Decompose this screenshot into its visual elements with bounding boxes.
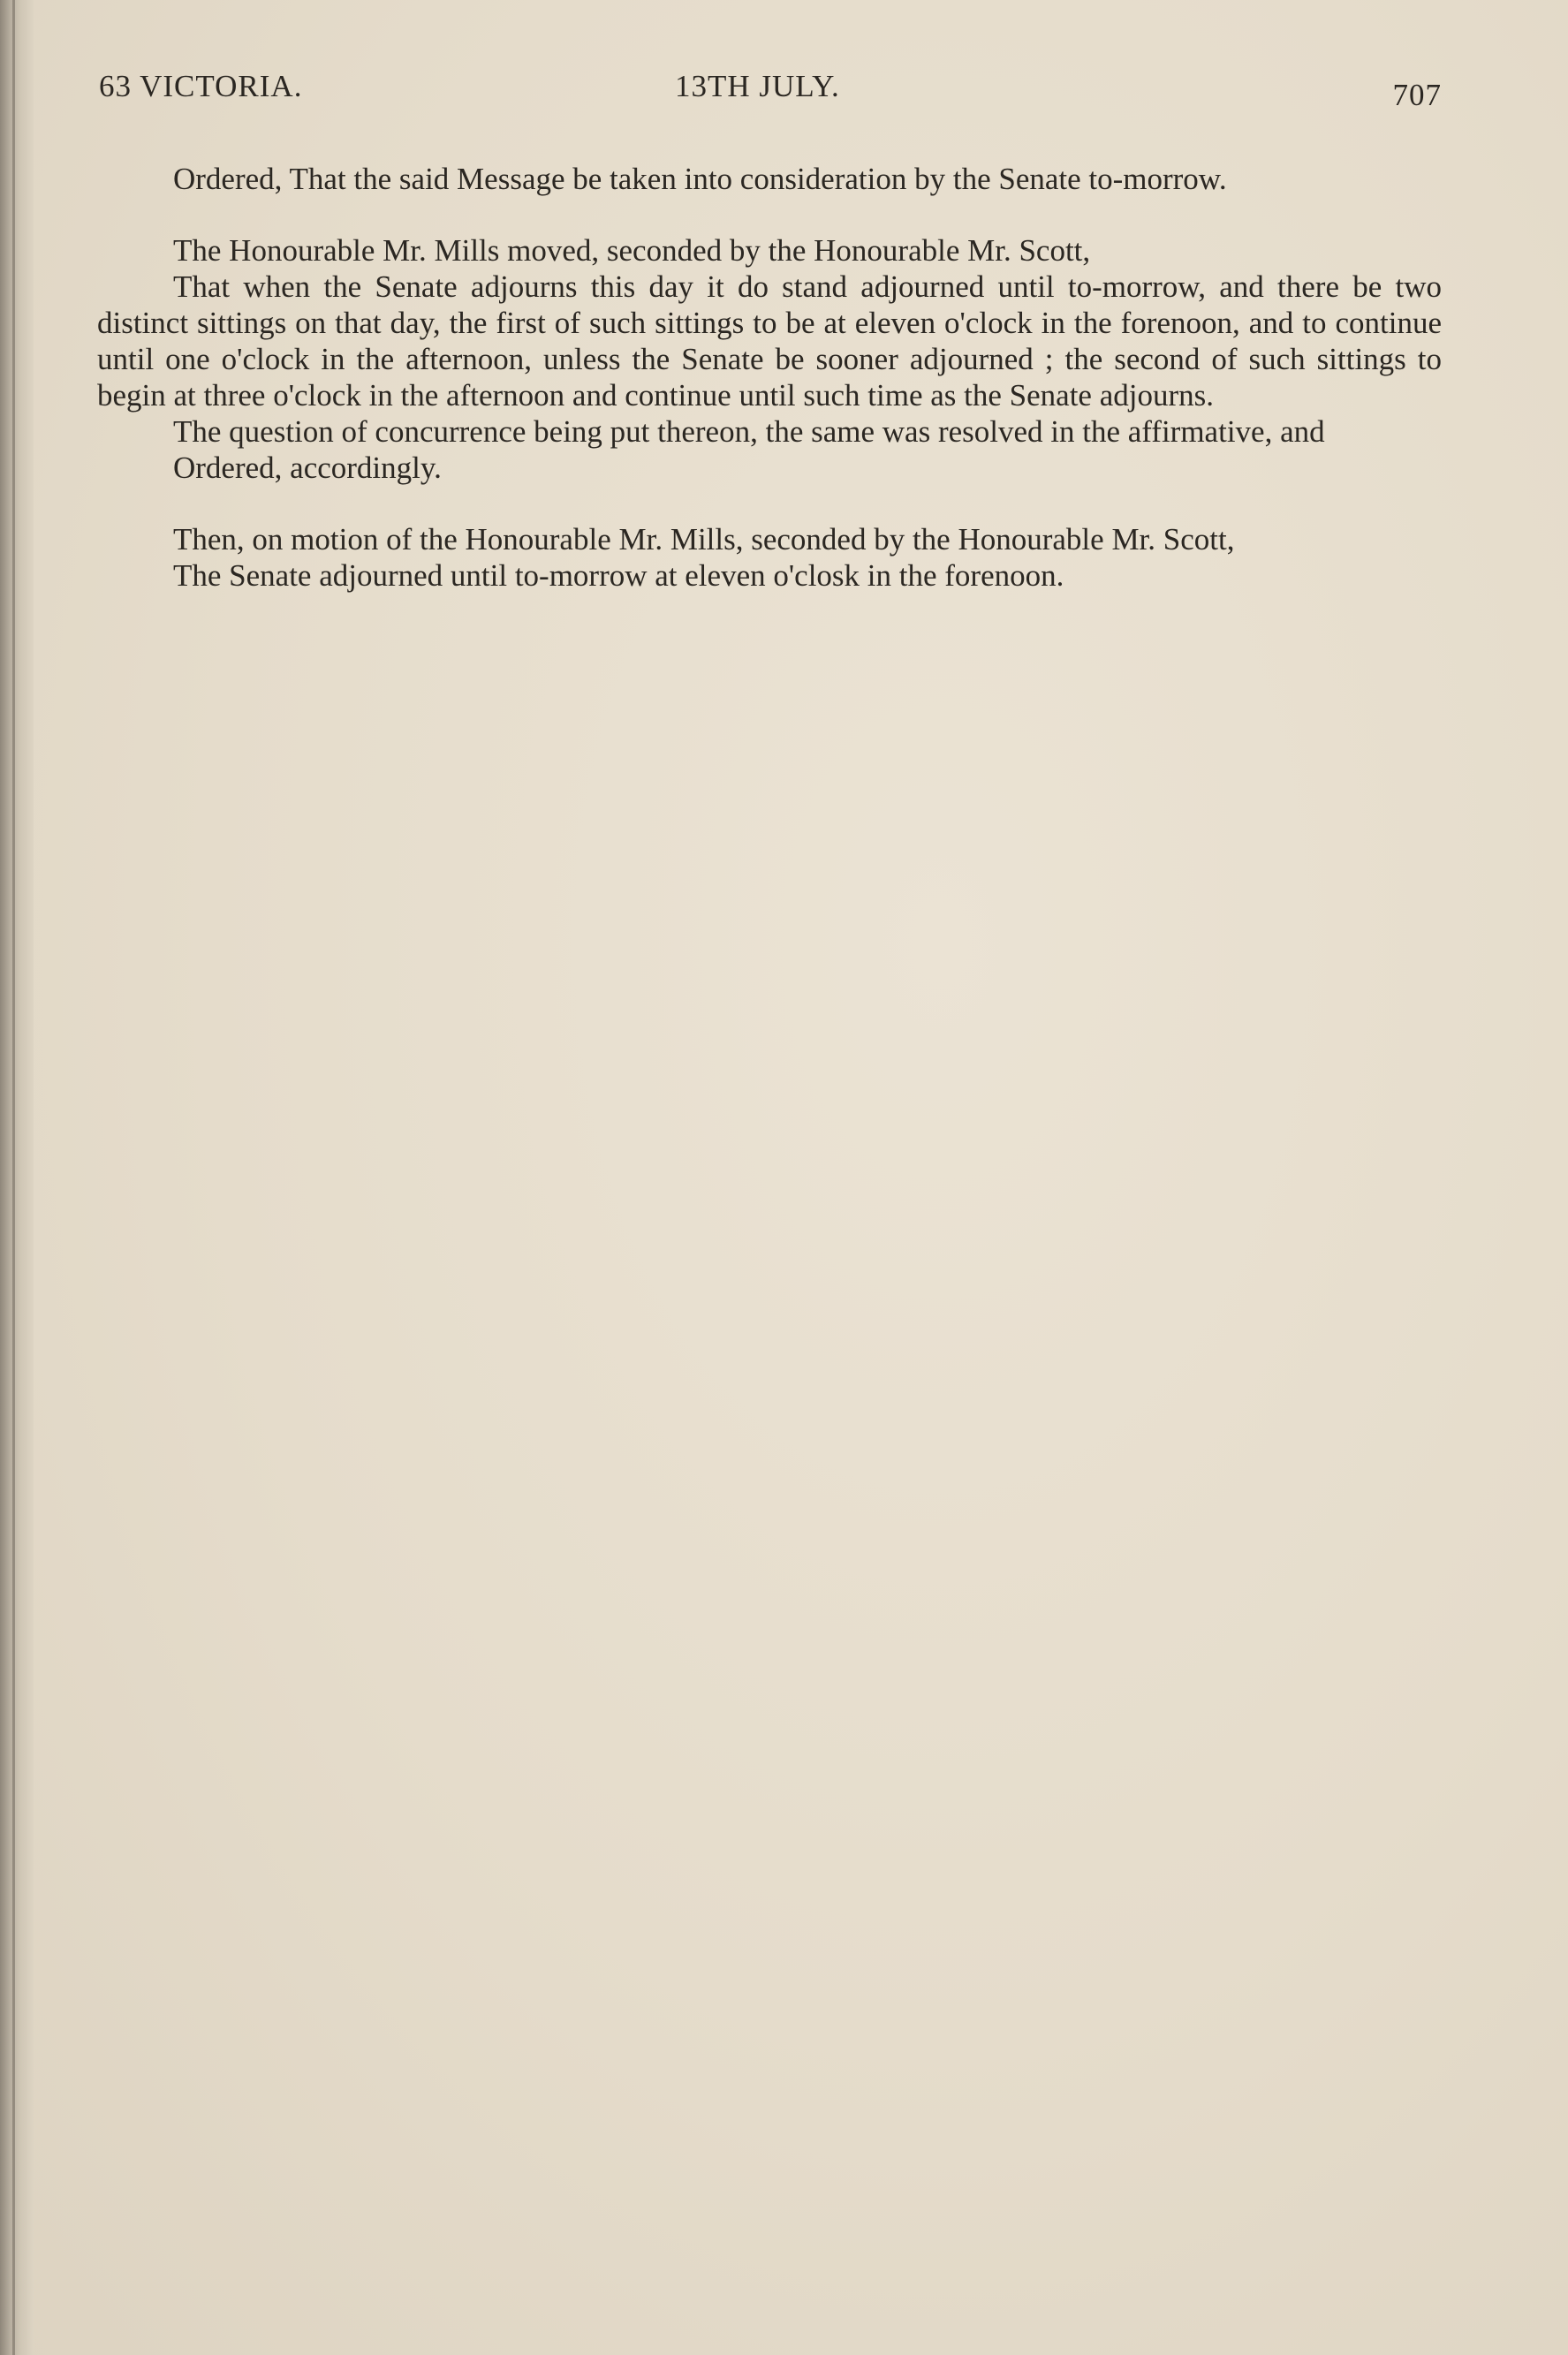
paragraph-ordered-message: Ordered, That the said Message be taken into consideration by the Senate to-morrow. — [173, 162, 1227, 196]
paragraph-motion-text: That when the Senate adjourns this day it do stand adjourned until to-morrow, and there be two distinct sittings on that day, the first of such sittings to be at eleven o'clock in the forenoon, and to continue until one o'clock in the afternoon, unless the Senate be sooner adjourned ; the second of such sittings to begin at three o'clock in the afternoon and continue until such time as the Senate adjourns. — [97, 269, 1442, 413]
book-binding-edge — [0, 0, 34, 2355]
paragraph-question-concurrence: The question of concurrence being put thereon, the same was resolved in the affirmative, and — [173, 414, 1325, 449]
paragraph-senate-adjourned: The Senate adjourned until to-morrow at eleven o'closk in the forenoon. — [173, 558, 1064, 593]
binding-shadow-line — [12, 0, 15, 2355]
paragraph-adjournment-motion: Then, on motion of the Honourable Mr. Mills, seconded by the Honourable Mr. Scott, — [173, 522, 1235, 557]
paragraph-motion-moved: The Honourable Mr. Mills moved, seconded by the Honourable Mr. Scott, — [173, 233, 1091, 268]
header-session: 63 VICTORIA. — [99, 69, 303, 103]
header-date: 13TH JULY. — [675, 69, 840, 103]
paragraph-ordered-accordingly: Ordered, accordingly. — [173, 451, 442, 485]
running-header — [99, 69, 1442, 122]
page-number: 707 — [1392, 78, 1442, 112]
minutes-body — [97, 161, 1442, 594]
